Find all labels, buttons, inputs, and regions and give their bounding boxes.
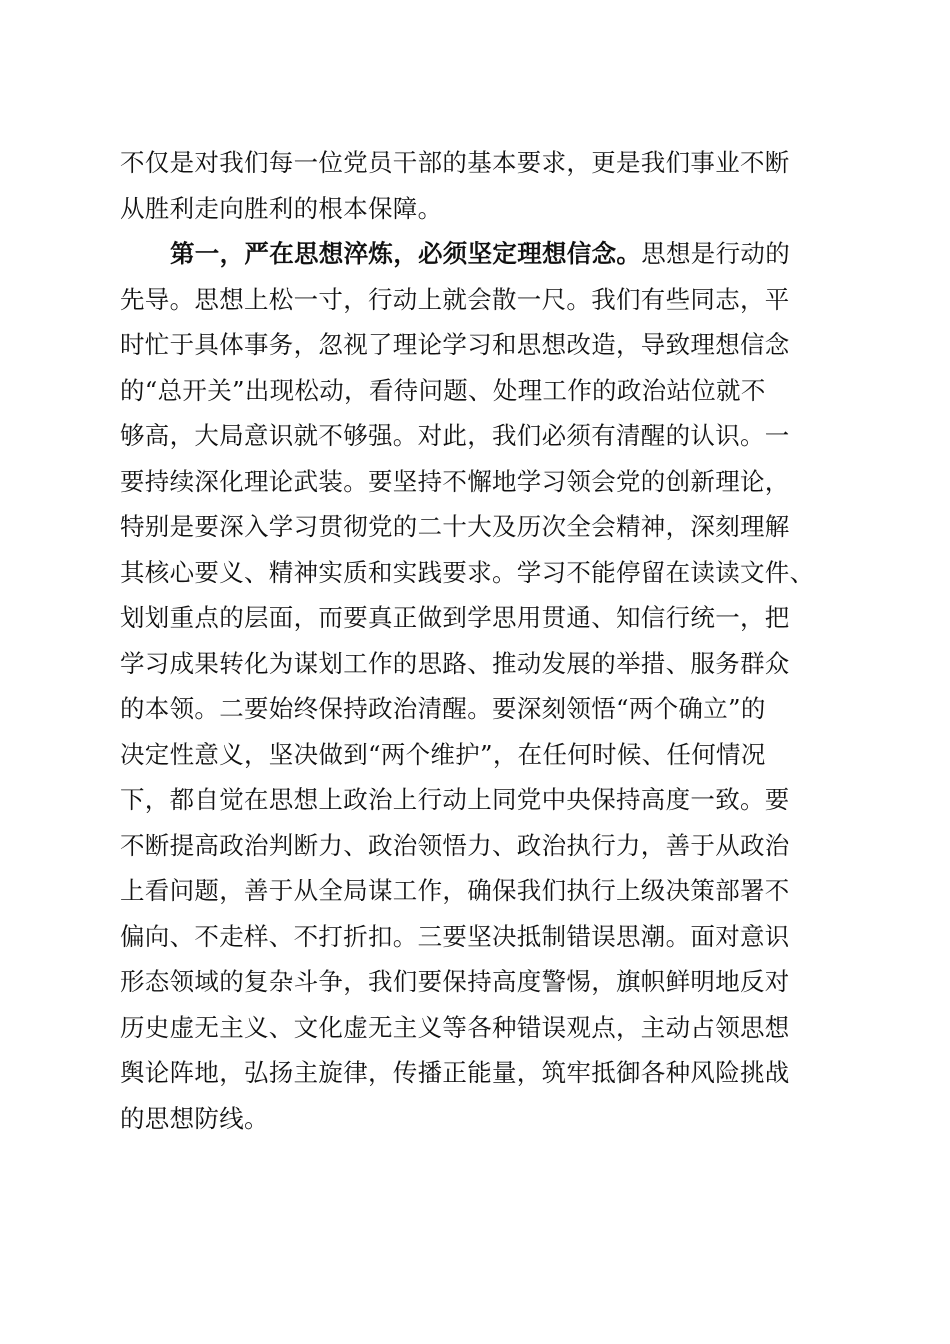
text-line [120,959,840,1005]
body-text: 形态领域的复杂斗争，我们要保持高度警惕，旗帜鲜明地反对 [120,967,790,996]
text-line [120,186,840,232]
text-line [120,595,840,641]
body-text: 特别是要深入学习贯彻党的二十大及历次全会精神，深刻理解 [120,512,790,541]
body-text: 的本领。二要始终保持政治清醒。要深刻领悟“两个确立”的 [120,694,766,723]
body-text: 决定性意义，坚决做到“两个维护”，在任何时候、任何情况 [120,739,766,769]
body-text: 要持续深化理论武装。要坚持不懈地学习领会党的创新理论， [120,466,790,496]
text-line [120,277,840,323]
body-text: 不仅是对我们每一位党员干部的基本要求，更是我们事业不断 [120,148,790,177]
body-text: 偏向、不走样、不打折扣。三要坚决抵制错误思潮。面对意识 [120,921,790,951]
text-line [120,868,840,914]
document-body [120,140,840,1141]
body-text: 的思想防线。 [120,1103,269,1133]
body-text: 思想是行动的 [641,239,791,268]
body-text: 下，都自觉在思想上政治上行动上同党中央保持高度一致。要 [120,785,790,814]
text-line [120,732,840,778]
paragraph [120,231,840,1141]
text-line [120,550,840,596]
text-line [120,686,840,732]
text-line [120,1005,840,1051]
text-line [120,823,840,869]
text-line [120,641,840,687]
body-text: 的“总开关”出现松动，看待问题、处理工作的政治站位就不 [120,375,766,405]
text-line [120,368,840,414]
text-line [120,459,840,505]
body-text: 不断提高政治判断力、政治领悟力、政治执行力，善于从政治 [120,830,790,860]
text-line [120,1050,840,1096]
paragraph [120,140,840,231]
body-text: 舆论阵地，弘扬主旋律，传播正能量，筑牢抵御各种风险挑战 [120,1058,790,1087]
body-text: 够高，大局意识就不够强。对此，我们必须有清醒的认识。一 [120,421,790,450]
body-text: 历史虚无主义、文化虚无主义等各种错误观点，主动占领思想 [120,1012,790,1042]
bold-heading-text: 第一，严在思想淬炼，必须坚定理想信念。 [170,239,642,268]
text-line [120,1096,840,1142]
body-text: 时忙于具体事务，忽视了理论学习和思想改造，导致理想信念 [120,330,790,359]
body-text: 先导。思想上松一寸，行动上就会散一尺。我们有些同志，平 [120,284,790,314]
text-line [120,504,840,550]
text-line [120,322,840,368]
text-line [120,140,840,186]
body-text: 划划重点的层面，而要真正做到学思用贯通、知信行统一，把 [120,603,790,632]
body-text: 学习成果转化为谋划工作的思路、推动发展的举措、服务群众 [120,648,790,678]
text-line [120,777,840,823]
body-text: 其核心要义、精神实质和实践要求。学习不能停留在读读文件、 [120,557,815,587]
body-text: 从胜利走向胜利的根本保障。 [120,193,443,223]
text-line [120,914,840,960]
text-line [120,231,840,277]
text-line [120,413,840,459]
body-text: 上看问题，善于从全局谋工作，确保我们执行上级决策部署不 [120,876,790,905]
